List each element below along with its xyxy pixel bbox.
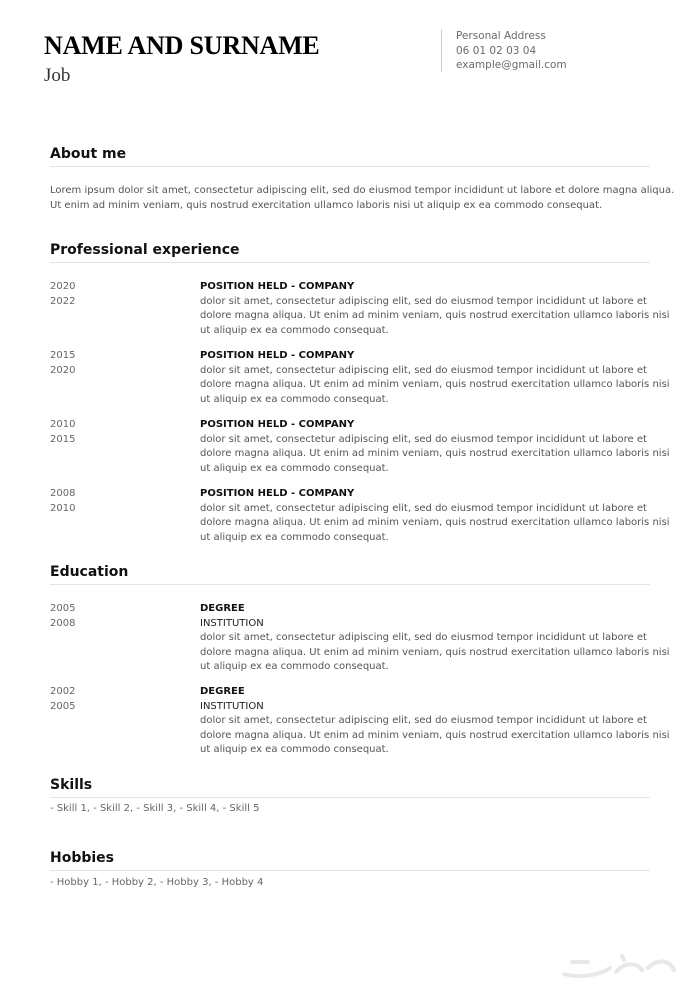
date-start: 2005	[50, 603, 76, 614]
date-end: 2015	[50, 433, 76, 445]
date-start: 2015	[50, 350, 76, 361]
education-heading: Education	[50, 564, 129, 580]
date-start: 2020	[50, 281, 76, 292]
header-divider	[441, 30, 442, 72]
about-rule	[50, 166, 650, 167]
date-end: 2010	[50, 502, 76, 514]
entry-line: dolore magna aliqua. Ut enim ad minim veniam, quis nostrud exercitation ullamco laboris nisi	[200, 448, 670, 459]
about-text	[50, 184, 675, 213]
skills-list: - Skill 1, - Skill 2, - Skill 3, - Skill 4, - Skill 5	[50, 803, 260, 814]
about-line: Ut enim ad minim veniam, quis nostrud exercitation ullamco laboris nisi ut aliquip ex ea commodo consequat.	[50, 199, 603, 211]
position-title: POSITION HELD - COMPANY	[200, 419, 355, 430]
position-title: POSITION HELD - COMPANY	[200, 488, 355, 499]
entry-line: dolore magna aliqua. Ut enim ad minim veniam, quis nostrud exercitation ullamco laboris nisi	[200, 310, 670, 321]
entry-line: dolor sit amet, consectetur adipiscing elit, sed do eiusmod tempor incididunt ut labore et	[200, 632, 647, 643]
experience-dates	[50, 418, 75, 447]
contact-phone: 06 01 02 03 04	[456, 44, 537, 57]
date-start: 2002	[50, 686, 76, 697]
resume-job-title: Job	[44, 65, 71, 86]
entry-line: dolor sit amet, consectetur adipiscing elit, sed do eiusmod tempor incididunt ut labore et	[200, 715, 647, 726]
experience-heading: Professional experience	[50, 242, 240, 258]
entry-line: dolore magna aliqua. Ut enim ad minim veniam, quis nostrud exercitation ullamco laboris nisi	[200, 646, 670, 658]
about-line: Lorem ipsum dolor sit amet, consectetur adipiscing elit, sed do eiusmod tempor incididunt ut labore et dolore magna aliqua.	[50, 185, 675, 196]
skills-rule	[50, 797, 650, 798]
position-title: POSITION HELD - COMPANY	[200, 281, 355, 292]
date-end: 2020	[50, 364, 76, 376]
experience-entry	[200, 487, 670, 545]
entry-line: dolore magna aliqua. Ut enim ad minim veniam, quis nostrud exercitation ullamco laboris nisi	[200, 379, 670, 390]
entry-line: ut aliquip ex ea commodo consequat.	[200, 661, 389, 672]
contact-email: example@gmail.com	[456, 59, 567, 71]
skills-heading: Skills	[50, 777, 93, 793]
about-heading: About me	[50, 146, 127, 162]
education-entry	[200, 602, 670, 675]
entry-line: dolor sit amet, consectetur adipiscing elit, sed do eiusmod tempor incididunt ut labore et	[200, 295, 647, 307]
experience-entry	[200, 418, 670, 476]
entry-line: ut aliquip ex ea commodo consequat.	[200, 393, 389, 405]
entry-line: dolore magna aliqua. Ut enim ad minim veniam, quis nostrud exercitation ullamco laboris nisi	[200, 517, 670, 528]
position-title: POSITION HELD - COMPANY	[200, 350, 355, 361]
date-end: 2005	[50, 700, 76, 712]
hobbies-rule	[50, 870, 650, 871]
date-end: 2022	[50, 295, 76, 307]
entry-line: ut aliquip ex ea commodo consequat.	[200, 462, 389, 474]
experience-entry	[200, 280, 670, 338]
degree-title: DEGREE	[200, 686, 245, 697]
entry-line: ut aliquip ex ea commodo consequat.	[200, 744, 389, 755]
date-start: 2010	[50, 419, 76, 430]
entry-line: ut aliquip ex ea commodo consequat.	[200, 324, 389, 336]
experience-entry	[200, 349, 670, 407]
entry-line: dolor sit amet, consectetur adipiscing elit, sed do eiusmod tempor incididunt ut labore et	[200, 433, 647, 445]
experience-dates	[50, 487, 75, 516]
entry-line: dolore magna aliqua. Ut enim ad minim veniam, quis nostrud exercitation ullamco laboris nisi	[200, 729, 670, 741]
entry-line: dolor sit amet, consectetur adipiscing elit, sed do eiusmod tempor incididunt ut labore et	[200, 502, 647, 514]
education-dates	[50, 602, 75, 631]
entry-line: dolor sit amet, consectetur adipiscing elit, sed do eiusmod tempor incididunt ut labore et	[200, 364, 647, 376]
experience-rule	[50, 262, 650, 263]
institution-name: INSTITUTION	[200, 617, 264, 629]
experience-dates	[50, 349, 75, 378]
degree-title: DEGREE	[200, 603, 245, 614]
experience-dates	[50, 280, 75, 309]
education-rule	[50, 584, 650, 585]
hobbies-list: - Hobby 1, - Hobby 2, - Hobby 3, - Hobby 4	[50, 877, 264, 888]
date-start: 2008	[50, 488, 76, 499]
hobbies-heading: Hobbies	[50, 850, 115, 866]
education-entry	[200, 685, 670, 758]
contact-block	[456, 29, 567, 73]
watermark-stroke	[564, 956, 674, 976]
contact-address: Personal Address	[456, 30, 546, 42]
watermark-logo	[558, 948, 680, 984]
education-dates	[50, 685, 75, 714]
entry-line: ut aliquip ex ea commodo consequat.	[200, 531, 389, 543]
resume-name: NAME AND SURNAME	[44, 31, 320, 60]
institution-name: INSTITUTION	[200, 700, 264, 712]
date-end: 2008	[50, 617, 76, 629]
